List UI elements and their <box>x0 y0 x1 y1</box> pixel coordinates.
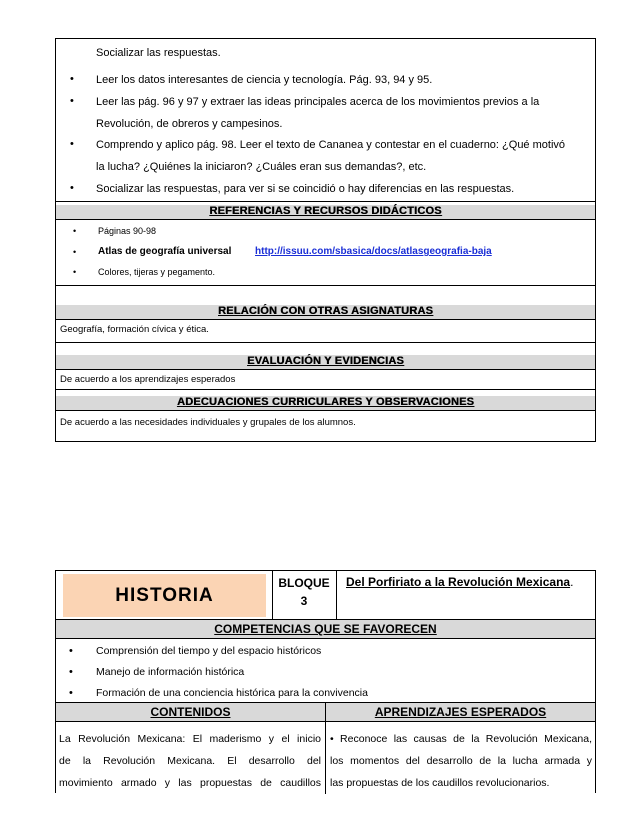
top-table <box>55 38 596 442</box>
bloque-number: 3 <box>300 594 308 608</box>
bullet-icon: • <box>73 226 77 236</box>
activities-section <box>56 39 595 202</box>
bloque-label: BLOQUE <box>278 576 330 590</box>
topic-cell <box>346 575 573 589</box>
bullet-icon: • <box>70 138 74 150</box>
competencia-item: Formación de una conciencia histórica para la convivencia <box>96 687 368 699</box>
aprendizajes-line: las propuestas de los caudillos revolucionarios. <box>330 777 550 789</box>
competencias-title: COMPETENCIAS QUE SE FAVORECEN <box>214 622 437 636</box>
bullet-icon: • <box>69 666 73 678</box>
referencia-item: Colores, tijeras y pegamento. <box>98 267 216 277</box>
aprendizajes-text <box>330 728 592 794</box>
aprendizajes-title: APRENDIZAJES ESPERADOS <box>374 705 547 719</box>
referencias-section <box>56 220 595 286</box>
evaluacion-text: De acuerdo a los aprendizajes esperados <box>60 374 236 385</box>
aprendizajes-line: • Reconoce las causas de la Revolución Mexicana, <box>330 733 592 745</box>
divider <box>325 703 326 794</box>
competencias-header <box>56 620 595 638</box>
divider <box>56 638 595 639</box>
evaluacion-header <box>56 355 595 370</box>
contenidos-header <box>56 703 325 721</box>
adecuaciones-title: ADECUACIONES CURRICULARES Y OBSERVACIONES <box>176 396 475 408</box>
divider <box>56 342 595 343</box>
topic-title: Del Porfiriato a la Revolución Mexicana <box>346 575 571 589</box>
adecuaciones-text: De acuerdo a las necesidades individuales y grupales de los alumnos. <box>60 417 356 428</box>
atlas-label: Atlas de geografía universal <box>98 246 232 257</box>
subject-cell <box>63 574 266 617</box>
atlas-link[interactable]: http://issuu.com/sbasica/docs/atlasgeografia-baja <box>255 246 492 257</box>
competencia-item: Manejo de información histórica <box>96 666 245 678</box>
bullet-icon: • <box>69 687 73 699</box>
activity-line: Leer las pág. 96 y 97 y extraer las ideas principales acerca de los movimientos previos a la <box>96 96 540 108</box>
subject-title: HISTORIA <box>115 584 214 606</box>
activity-line: Socializar las respuestas. <box>96 47 221 59</box>
contenidos-line: movimiento armado y las propuestas de caudillos <box>59 777 321 789</box>
contenidos-title: CONTENIDOS <box>150 705 231 719</box>
activity-line: Revolución, de obreros y campesinos. <box>96 118 283 130</box>
aprendizajes-header <box>326 703 595 721</box>
historia-table <box>55 570 596 793</box>
competencia-item: Comprensión del tiempo y del espacio históricos <box>96 645 322 657</box>
activity-line: Leer los datos interesantes de ciencia y tecnología. Pág. 93, 94 y 95. <box>96 74 433 86</box>
evaluacion-title: EVALUACIÓN Y EVIDENCIAS <box>247 355 404 367</box>
divider <box>56 389 595 390</box>
bullet-icon: • <box>70 182 74 194</box>
activity-line: Comprendo y aplico pág. 98. Leer el texto de Cananea y contestar en el cuaderno: ¿Qué motivó <box>96 139 566 151</box>
referencias-header <box>56 205 595 220</box>
divider <box>336 571 337 619</box>
contenidos-line: de la Revolución Mexicana. El desarrollo del <box>59 755 321 767</box>
activity-line: Socializar las respuestas, para ver si se coincidió o hay diferencias en las respuestas. <box>96 183 515 195</box>
referencias-title: REFERENCIAS Y RECURSOS DIDÁCTICOS <box>209 205 442 217</box>
bullet-icon: • <box>73 267 77 277</box>
contenidos-text <box>59 728 321 794</box>
bloque-cell <box>273 574 335 610</box>
bullet-icon: • <box>73 247 77 257</box>
bullet-icon: • <box>70 95 74 107</box>
relacion-title: RELACIÓN CON OTRAS ASIGNATURAS <box>218 305 433 317</box>
topic-period: . <box>570 575 574 589</box>
activity-line: la lucha? ¿Quiénes la iniciaron? ¿Cuáles eran sus demandas?, etc. <box>96 161 427 173</box>
relacion-text: Geografía, formación cívica y ética. <box>60 324 209 335</box>
contenidos-line: La Revolución Mexicana: El maderismo y el inicio <box>59 733 321 745</box>
adecuaciones-header <box>56 396 595 411</box>
bullet-icon: • <box>70 73 74 85</box>
relacion-header <box>56 305 595 320</box>
referencia-item: Páginas 90-98 <box>98 226 157 236</box>
aprendizajes-line: los momentos del desarrollo de la lucha armada y <box>330 755 592 767</box>
bullet-icon: • <box>69 645 73 657</box>
